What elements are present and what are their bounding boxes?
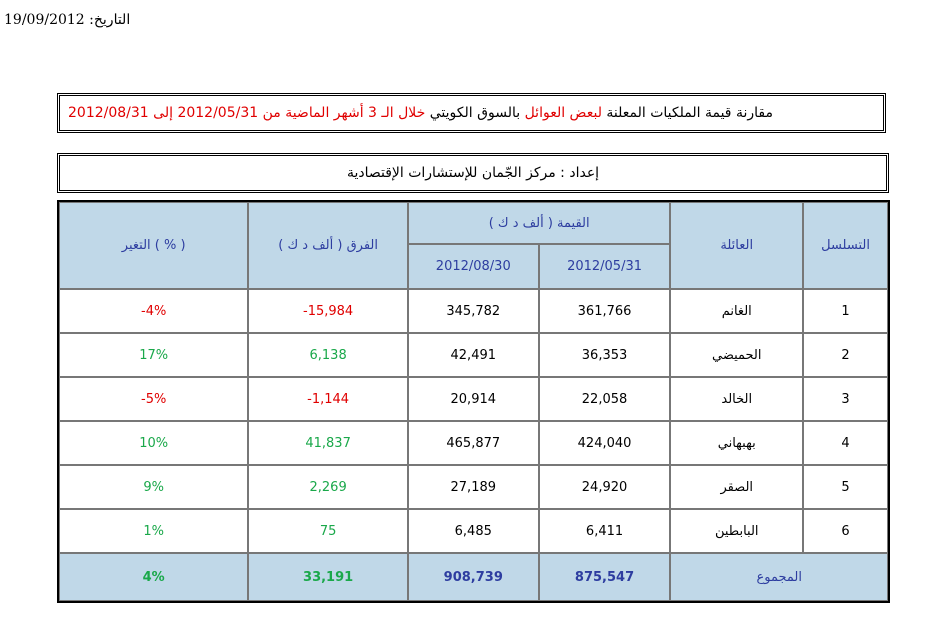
value-1-cell: 424,040: [539, 421, 671, 465]
family-cell: الغانم: [670, 289, 803, 333]
value-2-cell: 42,491: [408, 333, 539, 377]
total-label: المجموع: [670, 553, 888, 601]
change-cell: 9%: [59, 465, 248, 509]
header-value: القيمة ( ألف د ك ): [408, 202, 671, 244]
table-row: [59, 289, 888, 333]
value-1-cell: 24,920: [539, 465, 671, 509]
header-date-2: 2012/08/30: [408, 244, 539, 289]
total-change: 4%: [59, 553, 248, 601]
total-value-1: 875,547: [539, 553, 671, 601]
title-part-1: مقارنة قيمة الملكيات المعلنة: [606, 105, 773, 121]
value-1-cell: 361,766: [539, 289, 671, 333]
table-row: [59, 421, 888, 465]
table-row: [59, 377, 888, 421]
value-2-cell: 27,189: [408, 465, 539, 509]
report-title: [57, 93, 886, 133]
title-part-3: بالسوق الكويتي: [429, 105, 521, 121]
change-cell: -4%: [59, 289, 248, 333]
title-part-2: لبعض العوائل: [524, 105, 602, 121]
value-1-cell: 36,353: [539, 333, 671, 377]
prepared-by: إعداد : مركز الجّمان للإستشارات الإقتصادية: [57, 153, 889, 193]
serial-cell: 2: [803, 333, 888, 377]
family-cell: الصقر: [670, 465, 803, 509]
date-label: التاريخ:: [89, 12, 131, 28]
serial-cell: 6: [803, 509, 888, 553]
value-2-cell: 465,877: [408, 421, 539, 465]
serial-cell: 1: [803, 289, 888, 333]
diff-cell: 2,269: [248, 465, 408, 509]
change-cell: 17%: [59, 333, 248, 377]
diff-cell: 6,138: [248, 333, 408, 377]
serial-cell: 5: [803, 465, 888, 509]
diff-cell: 41,837: [248, 421, 408, 465]
header-diff: الفرق ( ألف د ك ): [248, 202, 408, 289]
ownership-table: [57, 200, 890, 603]
total-diff: 33,191: [248, 553, 408, 601]
change-cell: 10%: [59, 421, 248, 465]
serial-cell: 3: [803, 377, 888, 421]
title-part-4: خلال الـ 3 أشهر الماضية من 2012/05/31 إلى 2012/08/31: [68, 105, 426, 121]
table-row: [59, 509, 888, 553]
serial-cell: 4: [803, 421, 888, 465]
change-cell: 1%: [59, 509, 248, 553]
value-1-cell: 6,411: [539, 509, 671, 553]
change-cell: -5%: [59, 377, 248, 421]
family-cell: البابطين: [670, 509, 803, 553]
total-row: [59, 553, 888, 601]
header-row: [59, 202, 888, 244]
header-serial: التسلسل: [803, 202, 888, 289]
family-cell: الخالد: [670, 377, 803, 421]
date-value: 19/09/2012: [4, 12, 85, 28]
table-row: [59, 333, 888, 377]
table-row: [59, 465, 888, 509]
diff-cell: 75: [248, 509, 408, 553]
header-family: العائلة: [670, 202, 803, 289]
diff-cell: -1,144: [248, 377, 408, 421]
total-value-2: 908,739: [408, 553, 539, 601]
header-date-1: 2012/05/31: [539, 244, 671, 289]
family-cell: الحميضي: [670, 333, 803, 377]
value-2-cell: 6,485: [408, 509, 539, 553]
value-2-cell: 20,914: [408, 377, 539, 421]
report-date: [4, 12, 130, 28]
value-2-cell: 345,782: [408, 289, 539, 333]
diff-cell: -15,984: [248, 289, 408, 333]
value-1-cell: 22,058: [539, 377, 671, 421]
family-cell: بهبهاني: [670, 421, 803, 465]
header-change: التغير ( % ): [59, 202, 248, 289]
